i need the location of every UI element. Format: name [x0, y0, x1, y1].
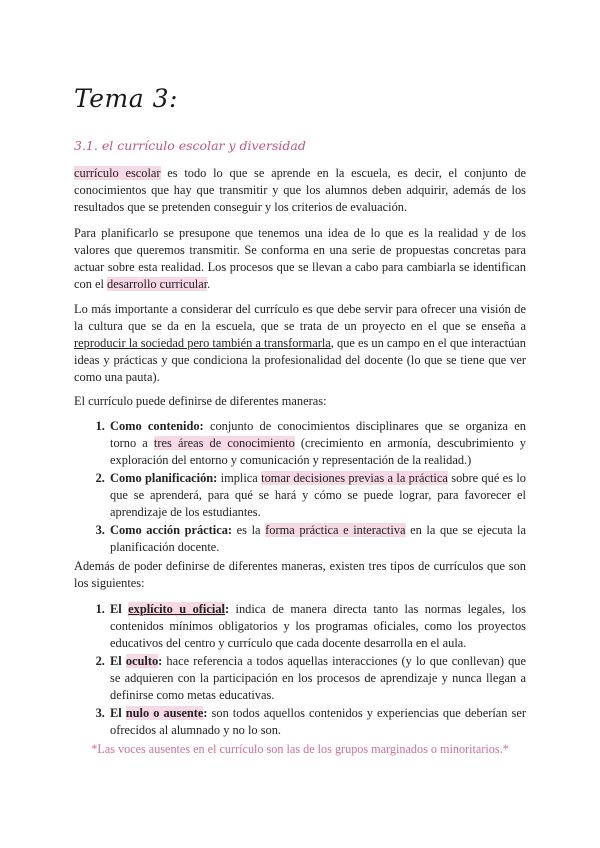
section-heading: 3.1. el currículo escolar y diversidad	[74, 138, 306, 153]
item-text: implica	[217, 471, 262, 485]
footnote: *Las voces ausentes en el currículo son las de los grupos marginados o minoritarios.*	[91, 742, 509, 756]
paragraph-maneras: El currículo puede definirse de diferentes maneras:	[74, 394, 327, 408]
paragraph-definition	[74, 165, 526, 216]
paragraph-text-end: , que es un campo en el que interactúan ideas y prácticas y que condiciona la profesionalidad del docente (lo que se tiene que ver como una pauta).	[74, 336, 526, 384]
item-highlight: nulo o ausente	[125, 706, 204, 720]
paragraph-text: es todo lo que se aprende en la escuela, es decir, el conjunto de conocimientos que hay que transmitir y que los alumnos deben adquirir, además de los resultados que se pretenden conseguir y los criterios de evaluación.	[74, 166, 527, 214]
list-item	[108, 418, 526, 469]
item-term: Como acción práctica:	[110, 523, 233, 537]
paragraph-text: Para planificarlo se presupone que tenemos una idea de lo que es la realidad y de los valores que queremos transmitir. Se conforma en una serie de propuestas concretas para actuar sobre esta realidad. Los procesos que se llevan a cabo para cambiarla se identifican con el	[74, 226, 526, 291]
list-item	[108, 705, 526, 739]
item-term: El explícito u oficial:	[110, 602, 230, 616]
list-curriculum-types	[74, 601, 526, 740]
highlight-desarrollo-curricular: desarrollo curricular	[107, 277, 208, 291]
item-term: El oculto:	[110, 654, 163, 668]
item-text: es la	[232, 523, 266, 537]
paragraph-importancia	[74, 301, 526, 386]
item-term: El nulo o ausente:	[110, 706, 208, 720]
item-text-end: (crecimiento en armonía, descubrimiento y exploración del entorno y comunicación y representación de la realidad.)	[110, 436, 526, 467]
item-highlight: oculto	[125, 654, 159, 668]
list-definitions	[74, 418, 526, 557]
item-text-end: en la que se ejecuta la planificación docente.	[110, 523, 526, 554]
paragraph-text-end: .	[207, 277, 211, 291]
item-term: Como planificación:	[110, 471, 218, 485]
item-text: conjunto de conocimientos disciplinares que se organiza en torno a	[110, 419, 526, 450]
paragraph-text: Lo más importante a considerar del currículo es que debe servir para ofrecer una visión de la cultura que se da en la escuela, que se trata de un proyecto en el que se enseña a	[74, 302, 526, 333]
list-item	[108, 470, 526, 521]
page-title: Tema 3:	[74, 84, 178, 113]
list-item	[108, 522, 526, 556]
item-text: hace referencia a todos aquellas interacciones (y lo que conllevan) que se adquieren con la participación en los procesos de aprendizaje y nunca llegan a definirse como metas educativas.	[110, 654, 526, 702]
item-text-end: sobre qué es lo que se aprenderá, para qué se hará y cómo se puede lograr, para favorecer el aprendizaje de los estudiantes.	[110, 471, 526, 519]
underlined-phrase: reproducir la sociedad pero también a transformarla	[74, 336, 331, 350]
paragraph-tipos: Además de poder definirse de diferentes maneras, existen tres tipos de currículos que son los siguientes:	[74, 559, 526, 590]
paragraph-planificacion	[74, 225, 526, 293]
item-highlight: tomar decisiones previas a la práctica	[261, 471, 448, 485]
item-highlight: tres áreas de conocimiento	[153, 436, 295, 450]
list-item	[108, 601, 526, 652]
item-text: indica de manera directa tanto las normas legales, los contenidos mínimos obligatorios y los programas oficiales, como los proyectos educativos del centro y currículo que cada docente desarrolla en el aula.	[110, 602, 526, 650]
list-item	[108, 653, 526, 704]
item-highlight: explícito u oficial	[128, 602, 225, 616]
highlight-curriculo-escolar: currículo escolar	[74, 166, 161, 180]
item-term: Como contenido:	[110, 419, 204, 433]
item-text: son todos aquellos contenidos y experiencias que deberían ser ofrecidos al alumnado y no lo son.	[110, 706, 526, 737]
item-highlight: forma práctica e interactiva	[265, 523, 406, 537]
